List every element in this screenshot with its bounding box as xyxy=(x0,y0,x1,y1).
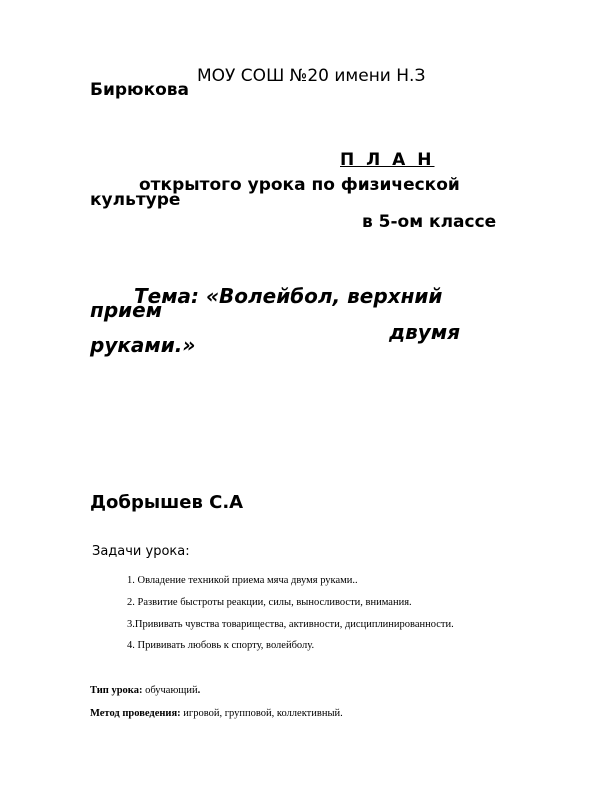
task-item: 4. Прививать любовь к спорту, волейболу. xyxy=(127,640,315,651)
tasks-heading: Задачи урока: xyxy=(92,544,190,559)
lesson-method xyxy=(90,708,343,719)
lesson-type xyxy=(90,685,200,696)
lesson-method-colon: : xyxy=(177,708,181,719)
lesson-type-value: обучающий xyxy=(142,685,198,696)
lesson-method-label: Метод проведения xyxy=(90,708,178,719)
lesson-method-value: игровой, групповой, коллективный. xyxy=(180,708,343,719)
plan-class: в 5-ом классе xyxy=(362,212,497,232)
task-item: 3.Прививать чувства товарищества, активности, дисциплинированности. xyxy=(127,619,454,630)
theme-title-line: прием xyxy=(90,298,163,322)
lesson-type-label: Тип урока: xyxy=(90,685,143,696)
theme-title-line: руками.» xyxy=(90,333,196,357)
task-item: 2. Развитие быстроты реакции, силы, выносливости, внимания. xyxy=(127,597,412,608)
plan-subtitle-continuation: культуре xyxy=(90,190,181,210)
lesson-type-end: . xyxy=(197,685,201,696)
school-title-continuation: Бирюкова xyxy=(90,80,190,100)
theme-title-line: Тема: «Волейбол, верхний xyxy=(134,284,443,308)
theme-title-line: двумя xyxy=(389,320,461,344)
plan-subtitle: открытого урока по физической xyxy=(139,175,460,195)
author-name: Добрышев С.А xyxy=(90,492,244,513)
task-item: 1. Овладение техникой приема мяча двумя руками.. xyxy=(127,575,358,586)
school-title: МОУ СОШ №20 имени Н.З xyxy=(197,66,426,86)
plan-heading: П Л А Н xyxy=(340,150,435,170)
